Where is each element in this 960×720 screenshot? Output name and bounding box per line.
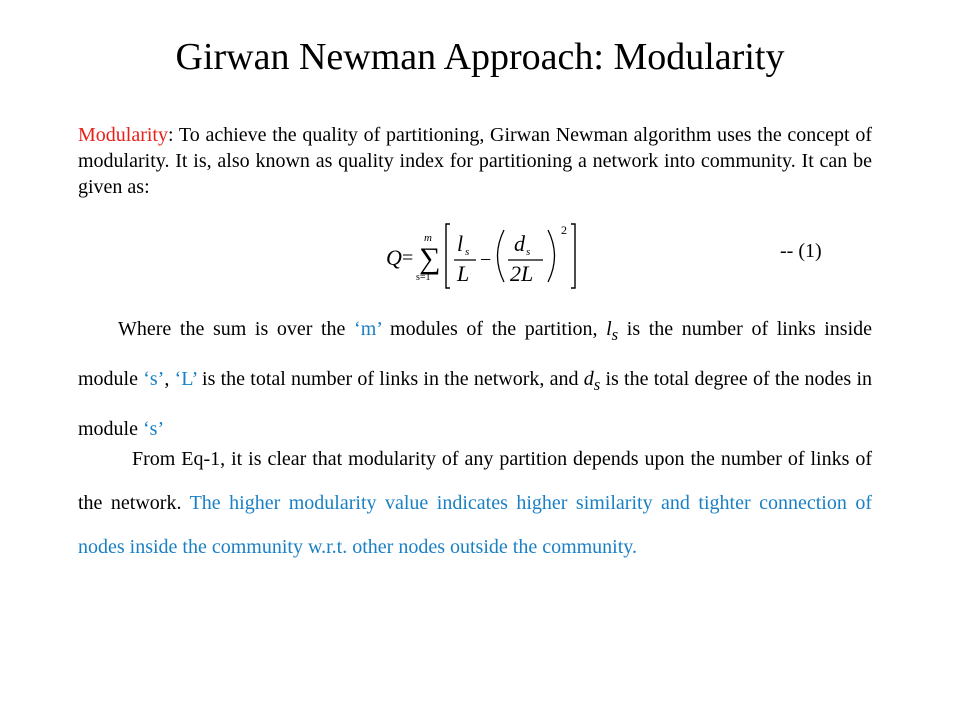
- p2-text-3: is the number of links inside module: [78, 318, 872, 390]
- paragraph-explanation: [78, 307, 872, 451]
- eq-d-sub: s: [526, 246, 531, 258]
- eq-sum-upper: m: [424, 232, 432, 244]
- eq-right-bracket: [571, 224, 575, 288]
- p2-quote-s-2: ‘s’: [143, 418, 165, 440]
- p3-text: From Eq-1, it is clear that modularity of any partition depends upon the number of links of the network.: [78, 448, 872, 514]
- p2-text-6: is the total degree of the nodes in module: [78, 368, 873, 440]
- eq-left-paren: [498, 230, 505, 282]
- eq-left-bracket: [446, 224, 450, 288]
- eq-equals: =: [402, 247, 414, 269]
- eq-d: d: [514, 231, 525, 256]
- eq-sum-lower: s=1: [416, 272, 431, 283]
- modularity-equation: [380, 216, 620, 296]
- eq-l-sub: s: [465, 246, 470, 258]
- p2-text-4: ,: [164, 368, 175, 390]
- paragraph-conclusion: [78, 437, 872, 569]
- paragraph-definition: [78, 122, 872, 200]
- equation-number: -- (1): [780, 240, 822, 262]
- definition-text: : To achieve the quality of partitioning, Girwan Newman algorithm uses the concept of modularity. It is, also known as quality index for partitioning a network into community. It can be given as:: [78, 124, 872, 198]
- term-modularity: Modularity: [78, 124, 168, 146]
- var-ds: $d_s$: [583, 368, 601, 394]
- eq-sum-sigma: ∑: [419, 242, 441, 275]
- p2-quote-s: ‘s’: [143, 368, 165, 390]
- var-ls: $l_s$: [606, 318, 619, 344]
- eq-minus: −: [480, 249, 492, 271]
- slide-title: Girwan Newman Approach: Modularity: [175, 36, 785, 78]
- p3-highlight: The higher modularity value indicates higher similarity and tighter connection of nodes inside the community w.r.t. other nodes outside the community.: [78, 492, 872, 558]
- eq-q: Q: [386, 245, 402, 270]
- eq-right-paren: [548, 230, 555, 282]
- p2-quote-m: ‘m’: [354, 318, 382, 340]
- eq-l: l: [457, 231, 464, 256]
- p2-text-1: Where the sum is over the: [118, 318, 355, 340]
- p2-text-2: modules of the partition,: [381, 318, 607, 340]
- p2-text-5: is the total number of links in the network, and: [196, 368, 584, 390]
- p2-quote-l: ‘L’: [174, 368, 197, 390]
- eq-big-l: L: [457, 261, 470, 286]
- eq-exponent: 2: [561, 223, 567, 237]
- eq-2l: 2L: [510, 261, 534, 286]
